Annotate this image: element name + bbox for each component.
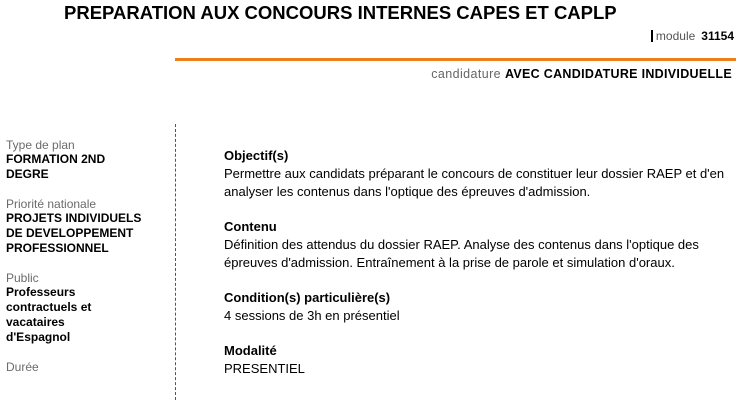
module-reference: [651, 29, 734, 43]
contenu-section: [224, 219, 746, 272]
duree-block: [6, 360, 156, 374]
conditions-title: Condition(s) particulière(s): [224, 290, 391, 305]
priorite-nationale-block: [6, 197, 156, 256]
conditions-body: 4 sessions de 3h en présentiel: [224, 308, 400, 323]
priorite-nationale-label: Priorité nationale: [6, 197, 97, 211]
candidature-label: candidature: [431, 67, 501, 81]
column-divider: [175, 124, 176, 400]
modalite-section: [224, 343, 746, 378]
candidature-value: AVEC CANDIDATURE INDIVIDUELLE: [505, 67, 732, 81]
contenu-body: Définition des attendus du dossier RAEP. Analyse des contenus dans l'optique des épreuves d'admission. Entraînement à la prise de parole et simulation d'oraux.: [224, 237, 699, 270]
main-content: [224, 148, 746, 396]
conditions-section: [224, 290, 746, 325]
modalite-body: PRESENTIEL: [224, 361, 305, 376]
orange-divider-rule: [175, 58, 736, 61]
public-block: [6, 271, 156, 345]
priorite-nationale-value: PROJETS INDIVIDUELS DE DEVELOPPEMENT PROFESSIONNEL: [6, 211, 142, 255]
objectif-section: [224, 148, 746, 201]
type-de-plan-label: Type de plan: [6, 138, 75, 152]
info-sidebar: [6, 138, 156, 389]
contenu-title: Contenu: [224, 219, 277, 234]
module-label: module: [655, 29, 696, 43]
duree-label: Durée: [6, 360, 39, 374]
public-label: Public: [6, 271, 39, 285]
public-value: Professeurs contractuels et vacataires d'Espagnol: [6, 285, 92, 344]
objectif-title: Objectif(s): [224, 148, 289, 163]
module-separator: [651, 30, 653, 42]
modalite-title: Modalité: [224, 343, 277, 358]
module-number: 31154: [701, 29, 734, 43]
type-de-plan-block: [6, 138, 156, 182]
type-de-plan-value: FORMATION 2ND DEGRE: [6, 152, 106, 181]
page-title: PREPARATION AUX CONCOURS INTERNES CAPES ET CAPLP: [64, 2, 617, 23]
candidature-info: [431, 67, 732, 81]
objectif-body: Permettre aux candidats préparant le concours de constituer leur dossier RAEP et d'en analyser les contenus dans l'optique des épreuves d'admission.: [224, 166, 725, 199]
